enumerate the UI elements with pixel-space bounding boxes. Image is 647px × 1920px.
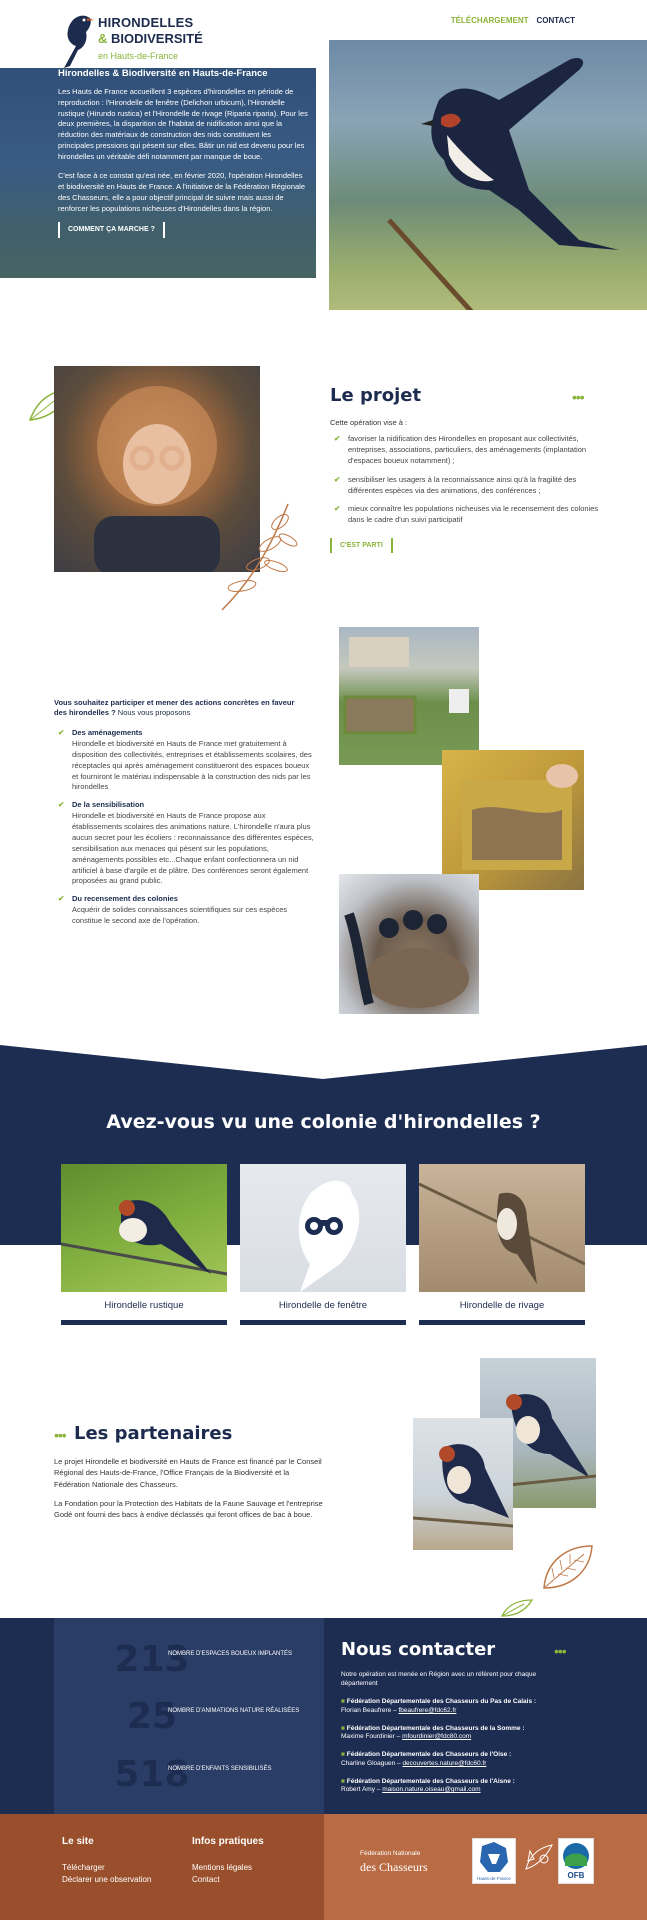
contact-item: ■ Fédération Départementale des Chasseurs du Pas de Calais : Florian Beaufrere – fbeaufrere@fdc62.fr [341, 1698, 537, 1714]
contact-title: Nous contacter [341, 1639, 496, 1660]
projet-intro: Cette opération vise à : [330, 418, 408, 427]
stat-number: 25 [126, 1696, 178, 1737]
fnc-logo[interactable]: Fédération Nationale des Chasseurs [360, 1850, 428, 1874]
footer-left-panel [0, 1814, 324, 1920]
species-label: Hirondelle de rivage [419, 1292, 585, 1320]
how-it-works-button[interactable]: COMMENT ÇA MARCHE ? [58, 222, 165, 237]
projet-dots-decoration: ••• [572, 389, 584, 405]
partenaires-paragraph-2: La Fondation pour la Protection des Habitats de la Faune Sauvage et l'entreprise Godé ont fourni des bacs à endive déclassés qui feront offices de bac à boue. [54, 1498, 323, 1519]
colonie-title: Avez-vous vu une colonie d'hirondelles ? [106, 1111, 541, 1133]
contact-email-link[interactable]: fbeaufrere@fdc62.fr [398, 1706, 457, 1714]
contact-list [341, 1698, 601, 1804]
leaf-green-icon [500, 1598, 534, 1618]
stat-mud-spaces [54, 1636, 324, 1680]
projet-title: Le projet [330, 385, 422, 406]
card-bottom-bar [419, 1320, 585, 1325]
footer-heading: Le site [62, 1836, 94, 1847]
list-item: ✔ De la sensibilisation Hirondelle et biodiversité en Hauts de France propose aux établissements scolaires des animations nature. L'hirondelle n'aura plus aucun secret pour les écoliers : reconnaissance des différentes espèces, sensibilisation aux menaces qui pèsent sur les populations, aménagements possibles etc...Chaque enfant confectionnera un nid artificiel à base d'argile et de plâtre. Des conférences seront également proposées au grand public. [58, 800, 314, 886]
list-item: ✔ Du recensement des colonies Acquérir de solides connaissances scientifiques sur ces espèces constitue le second axe de l'opération. [58, 894, 288, 925]
house-martin-silhouette [240, 1164, 406, 1292]
hero-paragraph-1: Les Hauts de France accueillent 3 espèces d'hirondelles en période de reproduction : l'Hirondelle de fenêtre (Delichon urbicum), l'Hirondelle rustique (Hirundo rustica) et l'Hirondelle de rivage (Riparia riparia). Pour les deux premières, la disparition de l'habitat de nidification ainsi que la réduction des matériaux de construction des nids constituent les principales pressions qui pèsent sur elles. Bâtir un nid est devenu pour les hirondelles un véritable défi notamment par manque de boue. [58, 86, 308, 162]
nav-contact-link[interactable]: CONTACT [536, 16, 575, 25]
site-logo[interactable] [56, 10, 206, 68]
footer-link-download[interactable]: Télécharger [62, 1862, 105, 1872]
check-icon: ✔ [334, 474, 341, 484]
contact-item: ■ Fédération Départementale des Chasseurs de l'Oise : Charline Gloaguen – decouvertes.nature@fdc60.fr [341, 1751, 512, 1767]
species-label: Hirondelle de fenêtre [240, 1292, 406, 1320]
list-item: ✔ favoriser la nidification des Hirondelles en proposant aux collectivités, entreprises, associations, particuliers, des aménagements (implantation d'espaces boueux notamment) ; [334, 434, 587, 465]
contact-dots-decoration: ••• [554, 1643, 566, 1659]
stat-caption: NOMBRE D'ANIMATIONS NATURE RÉALISÉES [168, 1708, 300, 1714]
footer-link-legal[interactable]: Mentions légales [192, 1862, 253, 1872]
contact-email-link[interactable]: maison.nature.oiseau@gmail.com [382, 1786, 481, 1794]
branch-decoration-icon [218, 494, 308, 614]
swallow-perched-photo-2 [413, 1418, 513, 1550]
logo-line1: HIRONDELLES [98, 15, 194, 30]
square-bullet-icon: ■ [341, 1724, 345, 1732]
species-card-rivage[interactable] [419, 1164, 585, 1325]
square-bullet-icon: ■ [341, 1751, 345, 1759]
footer-site-column [62, 1835, 151, 1888]
check-icon: ✔ [58, 800, 65, 810]
partenaires-text [54, 1456, 324, 1528]
swallow-chicks-nest-photo [339, 874, 479, 1014]
stat-caption: NOMBRE D'ESPACES BOUEUX IMPLANTÉS [168, 1651, 293, 1657]
footer-link-contact[interactable]: Contact [192, 1875, 220, 1885]
region-hauts-de-france-logo[interactable] [472, 1838, 516, 1884]
hero-paragraph-2: C'est face à ce constat qu'est née, en février 2020, l'opération Hirondelles et biodiversité en Hauts de France. A l'initiative de la Fédération Régionale des Chasseurs, elle a pour objectif principal de suivre mais aussi de renforcer les populations nicheuses d'Hirondelles dans la région. [58, 170, 305, 213]
footer-info-column [192, 1835, 264, 1888]
projet-goals-list [330, 434, 600, 534]
svg-text:OFB: OFB [567, 1871, 585, 1880]
mud-tray-field-photo [339, 627, 479, 765]
top-nav [451, 16, 575, 27]
swallow-in-flight-illustration [329, 40, 647, 310]
swallow-hero-photo [329, 40, 647, 310]
list-item: ✔ sensibiliser les usagers à la reconnaissance ainsi qu'à la fragilité des différentes espèces via des animations, des conférences ; [334, 474, 577, 495]
contact-email-link[interactable]: decouvertes.nature@fdc60.fr [402, 1759, 487, 1767]
sand-martin-photo [419, 1164, 585, 1292]
list-item: ✔ mieux connaître les populations nicheuses via le recensement des colonies dans le cadre d'un suivi participatif [334, 504, 599, 525]
stat-caption: NOMBRE D'ENFANTS SENSIBILISÉS [168, 1766, 272, 1772]
contact-item: ■ Fédération Départementale des Chasseurs de la Somme : Maxime Fourdinier – mfourdinier@fdc80.com [341, 1724, 525, 1741]
stat-number: 518 [114, 1754, 190, 1795]
actions-lead: Vous souhaitez participer et mener des actions concrètes en faveur des hirondelles ? Nous vous proposons [54, 698, 295, 718]
stat-animations [54, 1693, 324, 1737]
list-item: ✔ Des aménagements Hirondelle et biodiversité en Hauts de France met gratuitement à disposition des collectivités, entreprises et établissements scolaires, des réceptacles qui après aménagement constitueront des espaces boueux et fourniront le matériau indispensable à la construction des nids par les hirondelles [58, 728, 312, 792]
colonie-top-wave [0, 1045, 647, 1079]
square-bullet-icon: ■ [341, 1777, 345, 1785]
nav-download-link[interactable]: TÉLÉCHARGEMENT [450, 16, 529, 25]
partenaires-title: Les partenaires [74, 1423, 233, 1444]
contact-intro: Notre opération est menée en Région avec un référent pour chaque département [341, 1671, 537, 1687]
species-card-fenetre[interactable] [240, 1164, 406, 1325]
contact-item: ■ Fédération Départementale des Chasseurs de l'Aisne : Robert Amy – maison.nature.oiseau@gmail.com [341, 1777, 515, 1794]
square-bullet-icon: ■ [341, 1698, 345, 1705]
habitat-foundation-logo[interactable] [520, 1838, 556, 1884]
actions-list [54, 728, 316, 934]
logo-line2: & BIODIVERSITÉ [98, 31, 203, 46]
contact-email-link[interactable]: mfourdinier@fdc80.com [402, 1733, 472, 1741]
footer-link-declare[interactable]: Déclarer une observation [62, 1875, 152, 1885]
species-card-rustique[interactable] [61, 1164, 227, 1325]
footer-heading: Infos pratiques [192, 1836, 264, 1847]
check-icon: ✔ [58, 894, 65, 904]
check-icon: ✔ [58, 728, 65, 737]
hero-text-block [58, 68, 308, 238]
card-bottom-bar [61, 1320, 227, 1325]
svg-text:Hauts-de-France: Hauts-de-France [477, 1876, 511, 1881]
stat-children [54, 1751, 324, 1795]
leaf-outline-icon [540, 1542, 596, 1592]
ofb-logo[interactable] [558, 1838, 594, 1884]
check-icon: ✔ [334, 434, 341, 443]
stat-number: 213 [114, 1639, 190, 1680]
logo-line3: en Hauts-de-France [98, 51, 179, 61]
cest-parti-button[interactable]: C'EST PARTI [330, 538, 393, 553]
hero-title: Hirondelles & Biodiversité en Hauts-de-France [58, 68, 268, 79]
species-label: Hirondelle rustique [61, 1292, 227, 1320]
check-icon: ✔ [334, 504, 341, 514]
partenaires-dots-decoration: ••• [54, 1427, 66, 1443]
swallow-logo-icon [56, 10, 96, 70]
mud-nest-craft-photo [442, 750, 584, 890]
card-bottom-bar [240, 1320, 406, 1325]
barn-swallow-photo [61, 1164, 227, 1292]
partenaires-paragraph-1: Le projet Hirondelle et biodiversité en Hauts de France est financé par le Conseil Régional des Hauts-de-France, l'Office Français de la Biodiversité et la Fédération Nationale des Chasseurs. [54, 1457, 322, 1489]
